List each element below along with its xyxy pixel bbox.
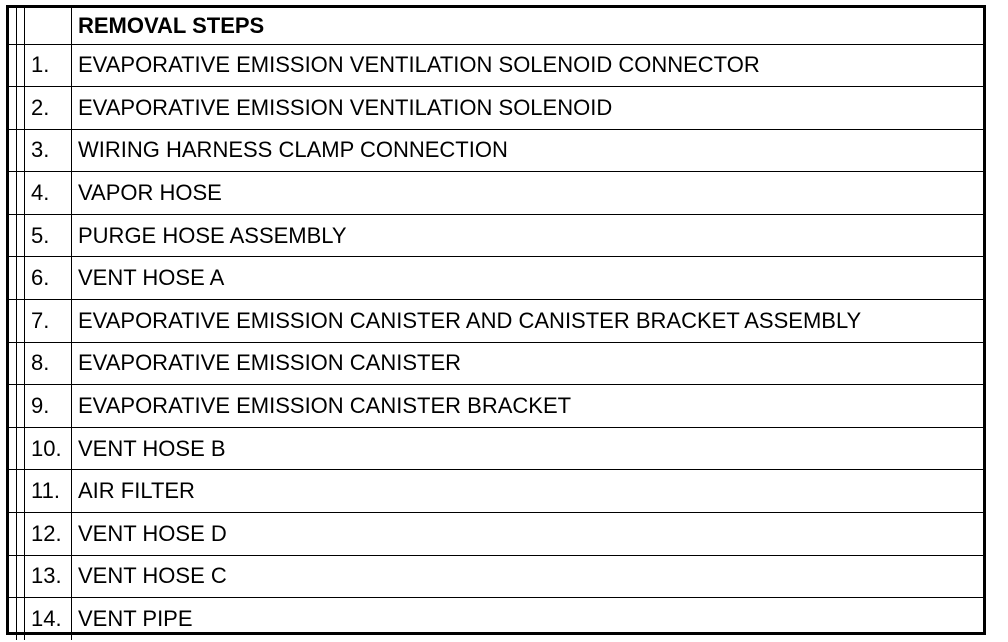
blank-column-2 xyxy=(17,470,25,513)
blank-column-1 xyxy=(9,214,17,257)
step-text: PURGE HOSE ASSEMBLY xyxy=(72,214,984,257)
blank-column-2 xyxy=(17,214,25,257)
blank-column-1 xyxy=(9,385,17,428)
step-number: 4. xyxy=(25,172,72,215)
table-row xyxy=(9,172,983,215)
table-row xyxy=(9,513,983,556)
blank-column-1 xyxy=(9,598,17,641)
step-text: EVAPORATIVE EMISSION CANISTER xyxy=(72,342,984,385)
table-row xyxy=(9,598,983,641)
blank-column-2 xyxy=(17,427,25,470)
blank-column-1 xyxy=(9,257,17,300)
blank-column-1 xyxy=(9,87,17,130)
step-text: VENT HOSE A xyxy=(72,257,984,300)
blank-column-2 xyxy=(17,598,25,641)
step-number: 13. xyxy=(25,555,72,598)
step-number: 7. xyxy=(25,300,72,343)
removal-steps-table-frame xyxy=(6,5,986,635)
table-row xyxy=(9,257,983,300)
table-row xyxy=(9,44,983,87)
blank-column-1 xyxy=(9,8,17,44)
blank-column-2 xyxy=(17,87,25,130)
step-number: 10. xyxy=(25,427,72,470)
step-number: 2. xyxy=(25,87,72,130)
step-number: 9. xyxy=(25,385,72,428)
step-text: VENT HOSE C xyxy=(72,555,984,598)
table-row xyxy=(9,214,983,257)
blank-column-2 xyxy=(17,129,25,172)
removal-steps-table xyxy=(9,8,983,640)
step-text: EVAPORATIVE EMISSION VENTILATION SOLENOID CONNECTOR xyxy=(72,44,984,87)
step-text: VENT HOSE B xyxy=(72,427,984,470)
step-number: 6. xyxy=(25,257,72,300)
table-row xyxy=(9,385,983,428)
blank-column-2 xyxy=(17,8,25,44)
step-text: VENT HOSE D xyxy=(72,513,984,556)
blank-column-1 xyxy=(9,44,17,87)
step-number: 8. xyxy=(25,342,72,385)
blank-column-2 xyxy=(17,385,25,428)
table-header-row xyxy=(9,8,983,44)
blank-column-1 xyxy=(9,172,17,215)
table-row xyxy=(9,129,983,172)
table-row xyxy=(9,300,983,343)
blank-column-2 xyxy=(17,555,25,598)
table-row xyxy=(9,427,983,470)
step-text: EVAPORATIVE EMISSION VENTILATION SOLENOID xyxy=(72,87,984,130)
step-text: EVAPORATIVE EMISSION CANISTER BRACKET xyxy=(72,385,984,428)
table-row xyxy=(9,555,983,598)
step-text: AIR FILTER xyxy=(72,470,984,513)
step-number: 11. xyxy=(25,470,72,513)
blank-column-1 xyxy=(9,300,17,343)
step-number: 3. xyxy=(25,129,72,172)
table-row xyxy=(9,470,983,513)
step-number: 5. xyxy=(25,214,72,257)
blank-column-1 xyxy=(9,129,17,172)
table-row xyxy=(9,87,983,130)
table-row xyxy=(9,342,983,385)
blank-column-1 xyxy=(9,513,17,556)
table-header: REMOVAL STEPS xyxy=(72,8,984,44)
blank-column-2 xyxy=(17,44,25,87)
step-text: WIRING HARNESS CLAMP CONNECTION xyxy=(72,129,984,172)
blank-column-2 xyxy=(17,513,25,556)
step-number: 12. xyxy=(25,513,72,556)
step-number: 14. xyxy=(25,598,72,641)
blank-column-1 xyxy=(9,555,17,598)
step-number: 1. xyxy=(25,44,72,87)
blank-column-1 xyxy=(9,342,17,385)
blank-column-1 xyxy=(9,470,17,513)
blank-column-2 xyxy=(17,300,25,343)
blank-column-1 xyxy=(9,427,17,470)
step-text: VAPOR HOSE xyxy=(72,172,984,215)
blank-column-2 xyxy=(17,257,25,300)
blank-column-2 xyxy=(17,172,25,215)
step-text: VENT PIPE xyxy=(72,598,984,641)
number-header-cell xyxy=(25,8,72,44)
step-text: EVAPORATIVE EMISSION CANISTER AND CANISTER BRACKET ASSEMBLY xyxy=(72,300,984,343)
blank-column-2 xyxy=(17,342,25,385)
